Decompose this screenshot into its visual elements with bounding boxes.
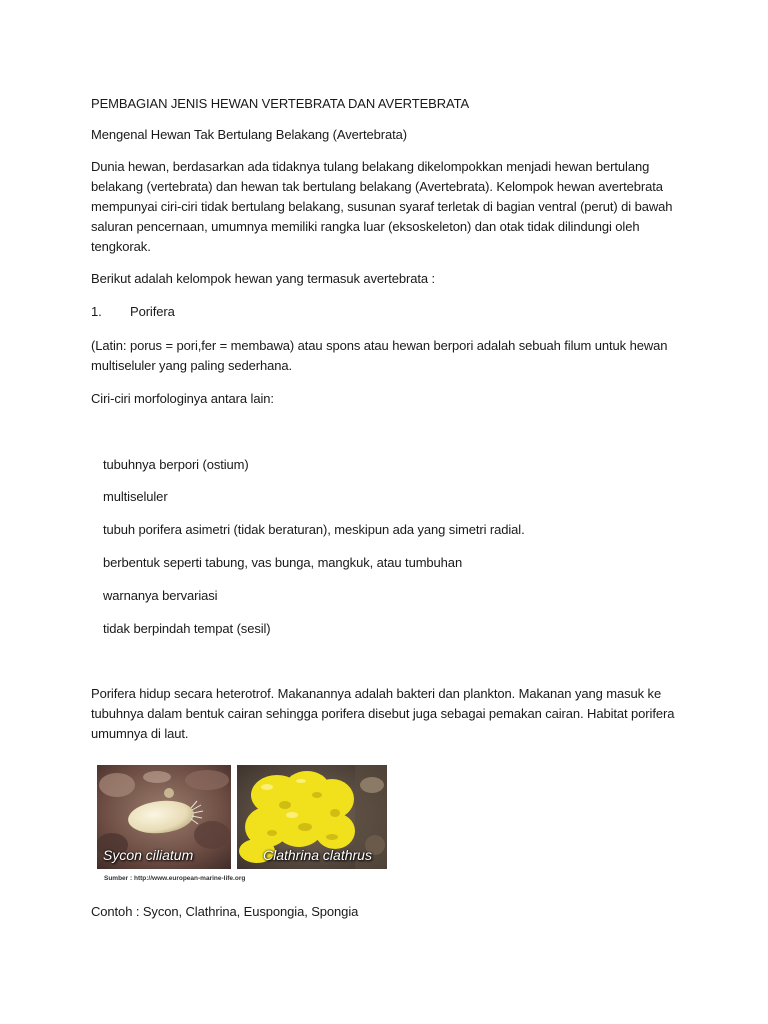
habitat-line: umumnya di laut.	[91, 726, 189, 741]
habitat-line: tubuhnya dalam bentuk cairan sehingga porifera disebut juga sebagai pemakan cairan. Habitat porifera	[91, 706, 675, 721]
trait-item: tubuhnya berpori (ostium)	[103, 457, 249, 472]
document-title: PEMBAGIAN JENIS HEWAN VERTEBRATA DAN AVERTEBRATA	[91, 96, 470, 111]
photo-caption-left: Sycon ciliatum	[103, 847, 194, 863]
intro-line: Dunia hewan, berdasarkan ada tidaknya tulang belakang dikelompokkan menjadi hewan bertulang	[91, 159, 650, 174]
latin-line: multiseluler yang paling sederhana.	[91, 358, 293, 373]
photo-caption-right: Clathrina clathrus	[263, 847, 372, 863]
habitat-line: Porifera hidup secara heterotrof. Makanannya adalah bakteri dan plankton. Makanan yang masuk ke	[91, 686, 662, 701]
document-subtitle: Mengenal Hewan Tak Bertulang Belakang (Avertebrata)	[91, 127, 408, 142]
examples-line: Contoh : Sycon, Clathrina, Euspongia, Spongia	[91, 904, 359, 919]
intro-line: mempunyai ciri-ciri tidak bertulang belakang, susunan syaraf terletak di bagian ventral (perut) di bawah	[91, 199, 673, 214]
traits-heading: Ciri-ciri morfologinya antara lain:	[91, 391, 274, 406]
clathrina-photo	[237, 765, 387, 869]
trait-item: tubuh porifera asimetri (tidak beraturan), meskipun ada yang simetri radial.	[103, 522, 525, 537]
trait-item: warnanya bervariasi	[103, 588, 218, 603]
photo-source: Sumber : http://www.european-marine-life.org	[104, 875, 246, 882]
trait-item: multiseluler	[103, 489, 168, 504]
section-number: 1.	[91, 304, 102, 319]
sponge-photos	[97, 765, 387, 869]
intro-line: saluran pencernaan, umumnya memiliki rangka luar (eksoskeleton) dan otak tidak dilindungi oleh	[91, 219, 640, 234]
sycon-photo	[97, 765, 231, 869]
intro-line: belakang (vertebrata) dan hewan tak bertulang belakang (Avertebrata). Kelompok hewan avertebrata	[91, 179, 663, 194]
section-name: Porifera	[130, 304, 175, 319]
trait-item: berbentuk seperti tabung, vas bunga, mangkuk, atau tumbuhan	[103, 555, 463, 570]
group-intro: Berikut adalah kelompok hewan yang termasuk avertebrata :	[91, 271, 436, 286]
latin-line: (Latin: porus = pori,fer = membawa) atau spons atau hewan berpori adalah sebuah filum untuk hewan	[91, 338, 668, 353]
intro-line: tengkorak.	[91, 239, 151, 254]
trait-item: tidak berpindah tempat (sesil)	[103, 621, 271, 636]
